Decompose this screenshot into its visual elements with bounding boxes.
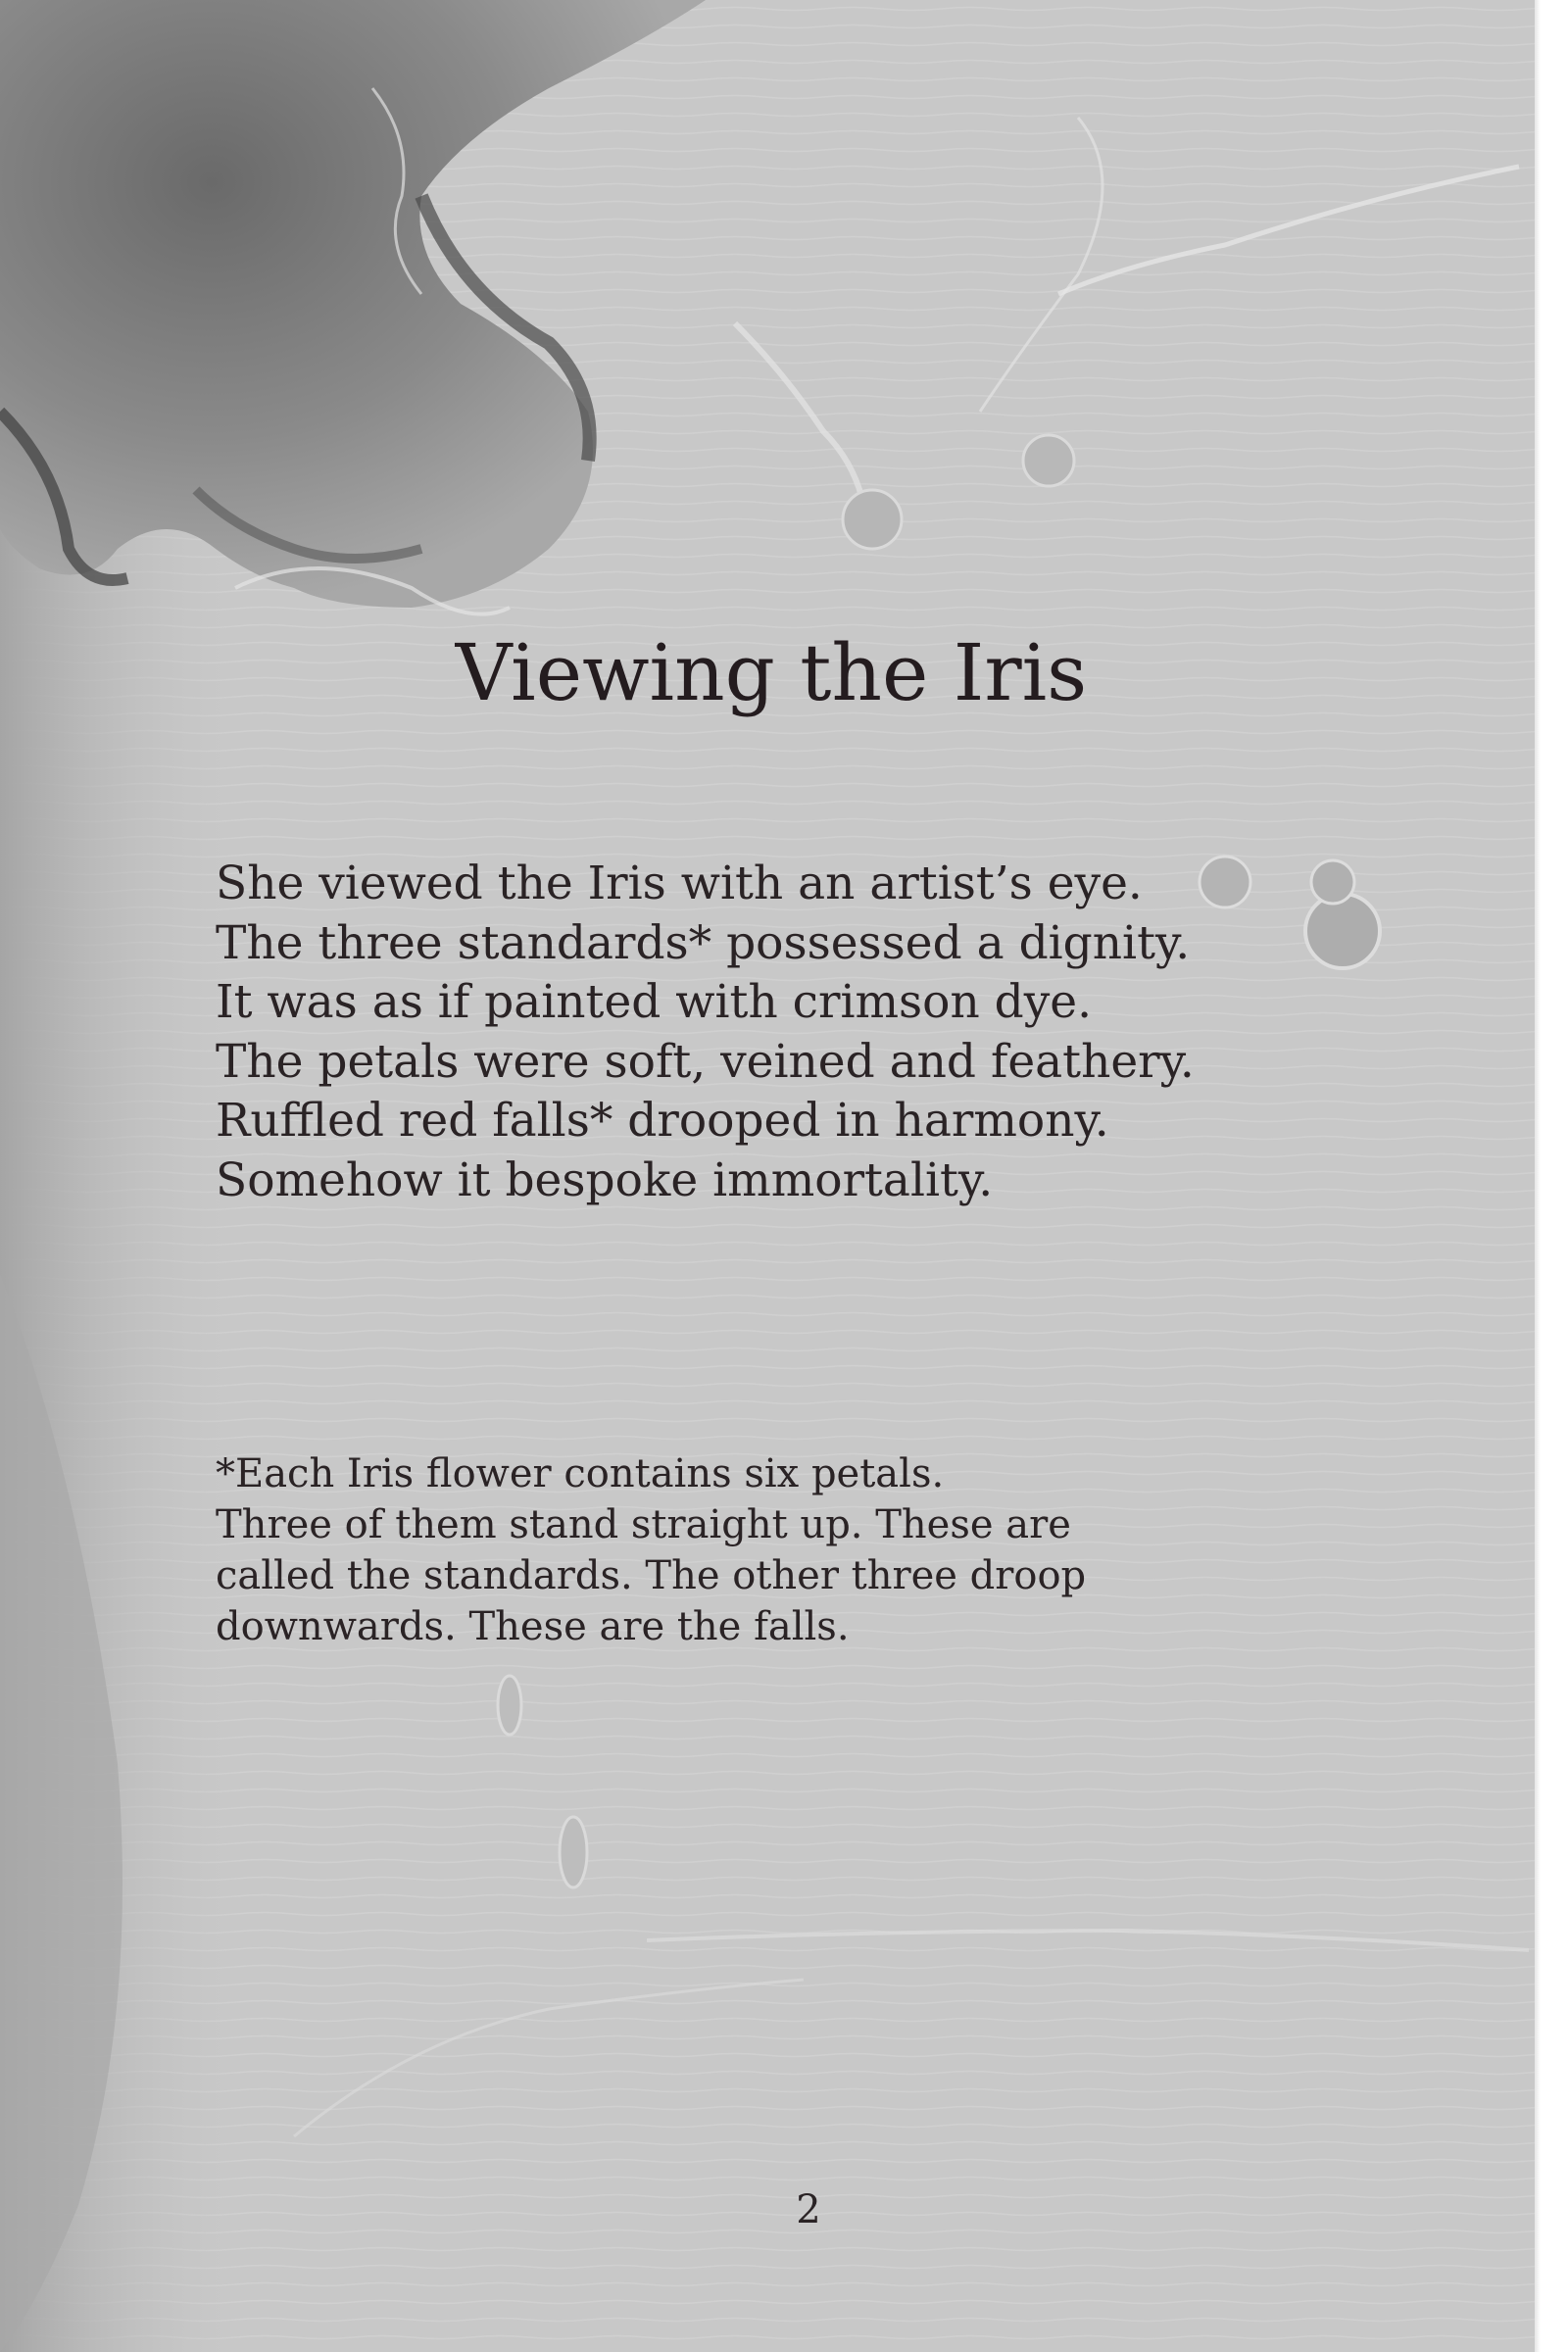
footnote-line: *Each Iris flower contains six petals. [216,1451,945,1496]
footnote-line: downwards. These are the falls. [216,1604,850,1649]
poem-line: It was as if painted with crimson dye. [216,975,1093,1029]
footnote-line: called the standards. The other three droop [216,1553,1087,1598]
poem-line: She viewed the Iris with an artist’s eye. [216,857,1143,910]
footnote [216,1448,1392,1652]
footnote-line: Three of them stand straight up. These are [216,1502,1071,1547]
page-number: 2 [796,2187,821,2232]
page-title [0,627,1535,718]
poem-line: The three standards* possessed a dignity. [216,915,1191,970]
poem [216,855,1392,1210]
poem-line: Somehow it bespoke immortality. [216,1152,994,1207]
poem-line: The petals were soft, veined and feathery. [216,1034,1195,1089]
poem-line: Ruffled red falls* drooped in harmony. [216,1094,1109,1148]
page-title-text: Viewing the Iris [455,627,1088,718]
page-edge [1535,0,1568,2352]
